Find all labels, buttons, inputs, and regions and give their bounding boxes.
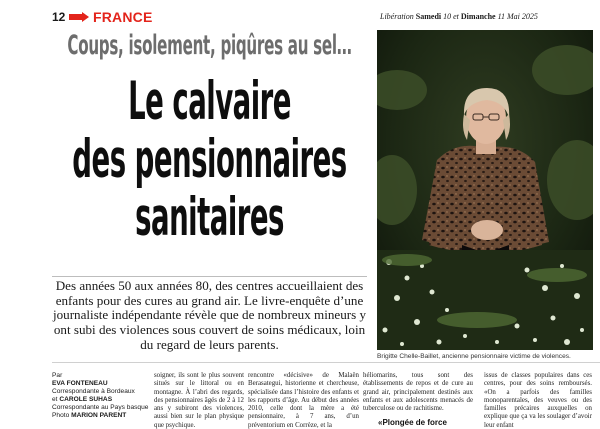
section-arrow-icon (69, 12, 89, 22)
byline-author-1-role: Correspondante à Bordeaux (52, 388, 135, 396)
body-divider (52, 362, 600, 363)
byline (52, 372, 152, 421)
byline-author-2-role: Correspondante au Pays basque (52, 404, 149, 412)
lede-divider (52, 276, 367, 277)
article-photo (377, 30, 593, 350)
issue-full-date: 11 Mai 2025 (497, 12, 538, 21)
section-label: FRANCE (93, 9, 153, 25)
page-number: 12 (52, 10, 66, 24)
body-column-2: rencontre «décisive» de Malaën Berasategui, historienne et chercheuse, spécialisée dans l’histoire des enfants et les rapports d’âge. Au début des années 2010, celle dont la mère a été pensionnaire, à 7 ans, d’un préventorium en Corrèze, et la (248, 372, 359, 429)
byline-et: et (52, 396, 58, 404)
issue-publication: Libération (380, 12, 414, 21)
article-kicker: Coups, isolement, piqûres au sel… (67, 30, 352, 61)
body-column-1: soigner, ils sont le plus souvent situés sur le littoral ou en montagne. À l’abri des regards, des pensionnaires âgés de 2 à 12 ans y subiront des violences, aussi bien sur le plan physique que psychique. (154, 372, 244, 429)
byline-photographer: MARION PARENT (71, 412, 127, 420)
article-headline (52, 72, 367, 272)
body-subhead: «Plongée de force (378, 418, 447, 427)
kicker-container (52, 30, 367, 68)
article-lede: Des années 50 aux années 80, des centres accueillaient des enfants pour des cures au grand air. Le livre-enquête d’une journaliste indépendante révèle que de nombreux mineurs y ont subi des violences sous couvert de soins médicaux, loin du regard de leurs parents. (52, 278, 367, 352)
body-column-4: issus de classes populaires dans ces centres, pour des soins remboursés. «On a parfois des familles monoparentales, des veuves ou des familles précaires auxquelles on explique que ça va les soulager d’avoir leur enfant (484, 372, 592, 429)
page-header (0, 0, 600, 28)
photo-caption: Brigitte Chelle-Baillet, ancienne pensionnaire victime de violences. (377, 353, 571, 360)
headline-line-3: sanitaires (135, 187, 284, 248)
portrait-photo-illustration (377, 30, 593, 350)
byline-photo-label: Photo (52, 412, 70, 420)
issue-day2: Dimanche (460, 12, 496, 21)
issue-day-date: 10 et (443, 12, 459, 21)
byline-author-2: CAROLE SUHAS (59, 396, 113, 404)
issue-day: Samedi (415, 12, 442, 21)
issue-date-line (380, 12, 588, 21)
byline-author-1: EVA FONTENEAU (52, 380, 108, 388)
byline-par: Par (52, 372, 63, 379)
body-column-3: héliomarins, tous sont des établissements de repos et de cure au grand air, principalement destinés aux enfants et aux adolescents menacés de tuberculose ou de rachitisme. (363, 372, 473, 413)
headline-line-2: des pensionnaires (72, 129, 347, 190)
headline-line-1: Le calvaire (128, 71, 291, 132)
